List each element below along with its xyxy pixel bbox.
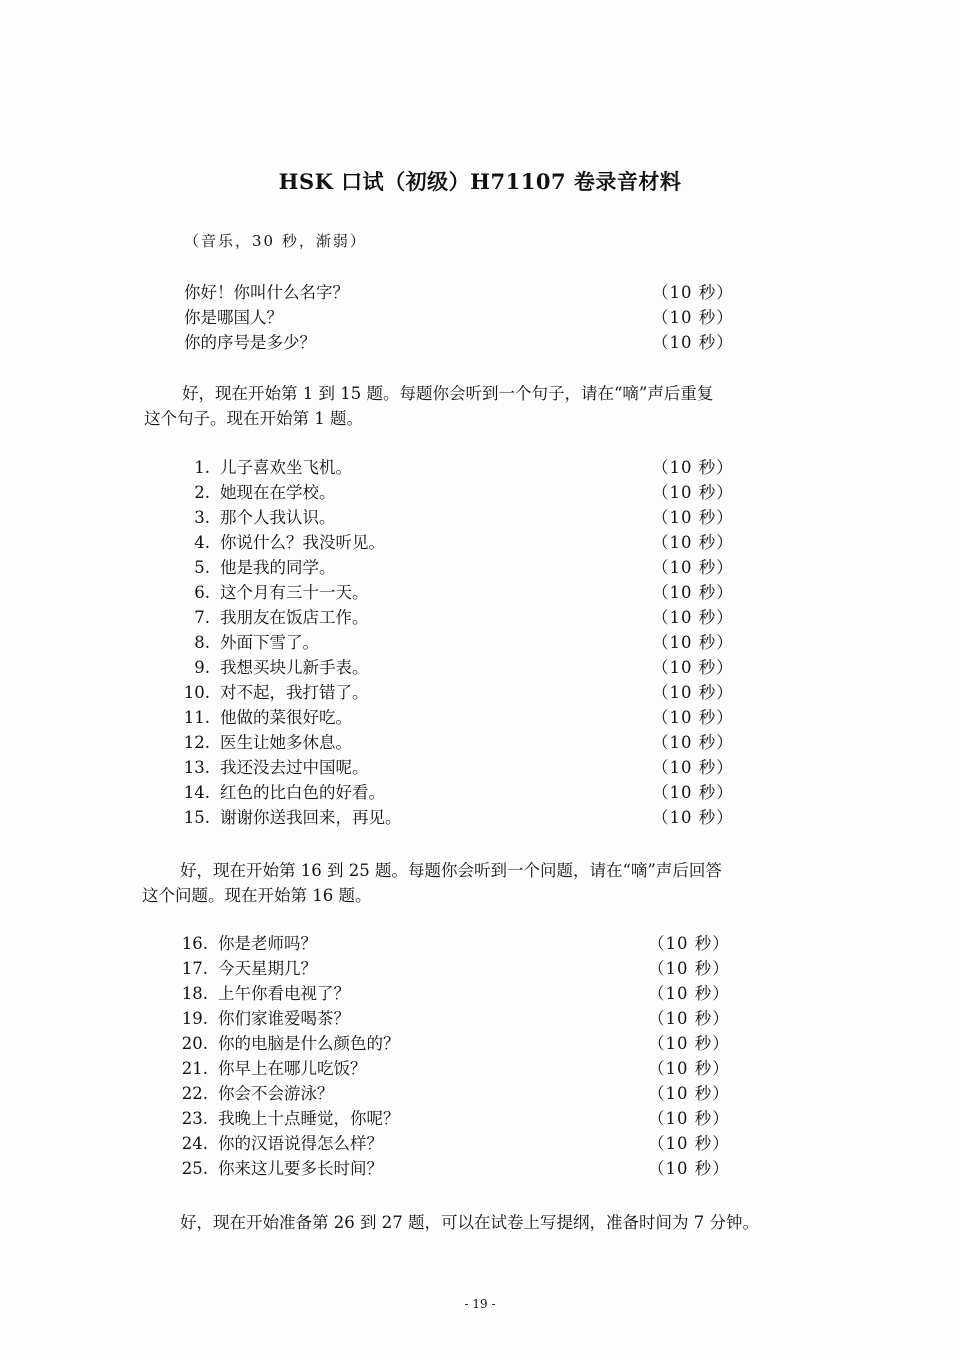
list-item xyxy=(168,1131,748,1156)
item-duration: （10 秒） xyxy=(652,683,734,702)
section1-instruction-line1: 好，现在开始第 1 到 15 题。每题你会听到一个句子，请在“嘀”声后重复 xyxy=(182,384,714,403)
item-duration: （10 秒） xyxy=(648,1084,730,1103)
item-number: 14. xyxy=(183,783,210,802)
item-duration: （10 秒） xyxy=(652,708,734,727)
list-item xyxy=(170,705,750,730)
list-item xyxy=(170,655,750,680)
list-item xyxy=(170,530,750,555)
item-duration: （10 秒） xyxy=(648,1034,730,1053)
page-number: - 19 - xyxy=(464,1297,496,1311)
item-duration: （10 秒） xyxy=(652,633,734,652)
item-duration: （10 秒） xyxy=(652,458,734,477)
list-item xyxy=(168,1156,748,1181)
list-item xyxy=(170,480,750,505)
item-number: 1. xyxy=(194,458,210,477)
item-text: 你是老师吗？ xyxy=(218,934,317,953)
item-duration: （10 秒） xyxy=(648,1059,730,1078)
intro-question-duration: （10 秒） xyxy=(652,308,734,327)
list-item xyxy=(168,956,748,981)
intro-question-duration: （10 秒） xyxy=(652,333,734,352)
item-text: 你的电脑是什么颜色的？ xyxy=(218,1034,400,1053)
item-duration: （10 秒） xyxy=(652,658,734,677)
item-text: 我朋友在饭店工作。 xyxy=(220,608,369,627)
intro-question xyxy=(184,280,744,305)
item-number: 21. xyxy=(181,1059,208,1078)
item-text: 儿子喜欢坐飞机。 xyxy=(220,458,352,477)
item-number: 22. xyxy=(181,1084,208,1103)
item-text: 那个人我认识。 xyxy=(220,508,336,527)
list-item xyxy=(170,730,750,755)
section2-instruction-line2: 这个问题。现在开始第 16 题。 xyxy=(142,886,372,905)
list-item xyxy=(168,981,748,1006)
item-duration: （10 秒） xyxy=(652,508,734,527)
list-item xyxy=(168,931,748,956)
item-number: 3. xyxy=(194,508,210,527)
list-item xyxy=(168,1106,748,1131)
item-number: 9. xyxy=(194,658,210,677)
intro-question-text: 你是哪国人？ xyxy=(184,308,283,327)
list-item xyxy=(168,1031,748,1056)
item-duration: （10 秒） xyxy=(652,533,734,552)
item-duration: （10 秒） xyxy=(652,608,734,627)
item-text: 你们家谁爱喝茶？ xyxy=(218,1009,350,1028)
list-item xyxy=(170,805,750,830)
list-item xyxy=(170,605,750,630)
item-text: 她现在在学校。 xyxy=(220,483,336,502)
item-duration: （10 秒） xyxy=(648,984,730,1003)
item-duration: （10 秒） xyxy=(652,758,734,777)
section1-instruction xyxy=(144,381,834,431)
item-duration: （10 秒） xyxy=(652,783,734,802)
list-item xyxy=(168,1081,748,1106)
item-number: 11. xyxy=(183,708,210,727)
item-number: 23. xyxy=(181,1109,208,1128)
list-item xyxy=(170,780,750,805)
item-duration: （10 秒） xyxy=(652,558,734,577)
item-duration: （10 秒） xyxy=(652,733,734,752)
list-item xyxy=(170,580,750,605)
music-note: （音乐，30 秒，渐弱） xyxy=(184,232,367,250)
item-number: 17. xyxy=(181,959,208,978)
item-number: 19. xyxy=(181,1009,208,1028)
item-text: 他是我的同学。 xyxy=(220,558,336,577)
section2-instruction xyxy=(142,858,832,908)
item-text: 这个月有三十一天。 xyxy=(220,583,369,602)
item-duration: （10 秒） xyxy=(648,1134,730,1153)
section2-instruction-line1: 好，现在开始第 16 到 25 题。每题你会听到一个问题，请在“嘀”声后回答 xyxy=(180,861,722,880)
item-text: 谢谢你送我回来，再见。 xyxy=(220,808,402,827)
list-item xyxy=(168,1006,748,1031)
item-number: 20. xyxy=(181,1034,208,1053)
item-number: 18. xyxy=(181,984,208,1003)
intro-question-text: 你好！你叫什么名字？ xyxy=(184,283,349,302)
item-number: 15. xyxy=(183,808,210,827)
item-duration: （10 秒） xyxy=(648,959,730,978)
item-text: 我想买块儿新手表。 xyxy=(220,658,369,677)
item-text: 你早上在哪儿吃饭？ xyxy=(218,1059,367,1078)
item-duration: （10 秒） xyxy=(648,1159,730,1178)
item-number: 8. xyxy=(194,633,210,652)
item-number: 4. xyxy=(194,533,210,552)
list-item xyxy=(170,755,750,780)
item-number: 13. xyxy=(183,758,210,777)
list-item xyxy=(168,1056,748,1081)
section1-instruction-line2: 这个句子。现在开始第 1 题。 xyxy=(144,409,363,428)
item-text: 你的汉语说得怎么样？ xyxy=(218,1134,383,1153)
item-text: 红色的比白色的好看。 xyxy=(220,783,385,802)
item-text: 他做的菜很好吃。 xyxy=(220,708,352,727)
item-duration: （10 秒） xyxy=(648,1009,730,1028)
item-duration: （10 秒） xyxy=(648,934,730,953)
item-text: 我晚上十点睡觉，你呢？ xyxy=(218,1109,400,1128)
item-text: 你来这儿要多长时间？ xyxy=(218,1159,383,1178)
list-item xyxy=(170,455,750,480)
item-text: 外面下雪了。 xyxy=(220,633,319,652)
item-text: 医生让她多休息。 xyxy=(220,733,352,752)
section3-instruction: 好，现在开始准备第 26 到 27 题，可以在试卷上写提纲，准备时间为 7 分钟。 xyxy=(180,1213,759,1232)
item-number: 16. xyxy=(181,934,208,953)
list-item xyxy=(170,505,750,530)
list-item xyxy=(170,680,750,705)
item-text: 对不起，我打错了。 xyxy=(220,683,369,702)
item-duration: （10 秒） xyxy=(652,583,734,602)
item-text: 你说什么？我没听见。 xyxy=(220,533,385,552)
item-text: 上午你看电视了？ xyxy=(218,984,350,1003)
item-number: 25. xyxy=(181,1159,208,1178)
intro-question xyxy=(184,305,744,330)
item-number: 12. xyxy=(183,733,210,752)
list-item xyxy=(170,555,750,580)
intro-question xyxy=(184,330,744,355)
item-duration: （10 秒） xyxy=(652,483,734,502)
item-number: 5. xyxy=(194,558,210,577)
item-number: 10. xyxy=(183,683,210,702)
intro-question-duration: （10 秒） xyxy=(652,283,734,302)
item-duration: （10 秒） xyxy=(648,1109,730,1128)
item-text: 我还没去过中国呢。 xyxy=(220,758,369,777)
intro-question-text: 你的序号是多少？ xyxy=(184,333,316,352)
item-duration: （10 秒） xyxy=(652,808,734,827)
item-number: 24. xyxy=(181,1134,208,1153)
item-text: 今天星期几？ xyxy=(218,959,317,978)
item-number: 6. xyxy=(194,583,210,602)
list-item xyxy=(170,630,750,655)
item-number: 2. xyxy=(194,483,210,502)
item-text: 你会不会游泳？ xyxy=(218,1084,334,1103)
page-title: HSK 口试（初级）H71107 卷录音材料 xyxy=(278,169,682,194)
item-number: 7. xyxy=(194,608,210,627)
